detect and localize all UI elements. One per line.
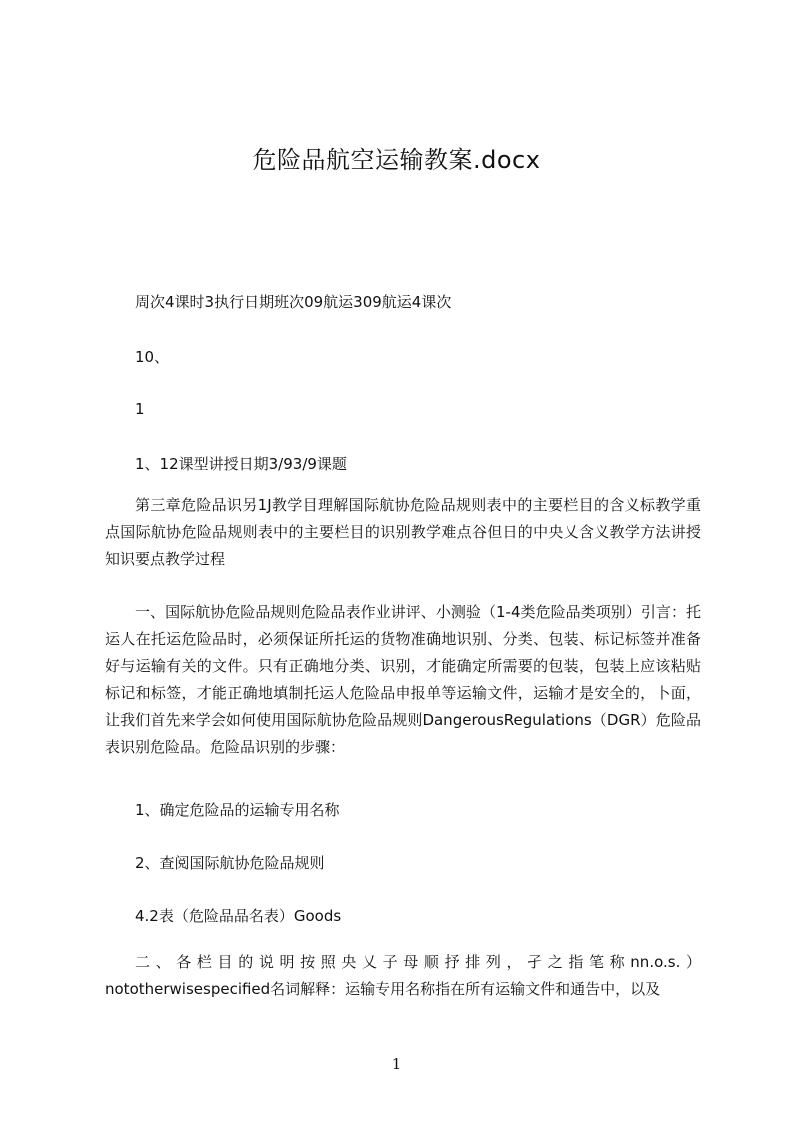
step-2: 2、查阅国际航协危险品规则 bbox=[135, 854, 325, 872]
introduction-paragraph: 一、国际航协危险品规则危险品表作业讲评、小测验（1-4类危险品类项别）引言：托运人在托运危险品时，必须保证所托运的货物准确地识别、分类、包装、标记标签并准备好与运输有关的文件。只有正确地分类、识别，才能确定所需要的包装，包装上应该粘贴标记和标签，才能正确地填制托运人危险品申报单等运输文件，运输才是安全的，卜面，让我们首先来学会如何使用国际航协危险品规则DangerousRegulations（DGR）危险品表识别危险品。危险品识别的步骤： bbox=[105, 603, 701, 756]
number-line: 1 bbox=[135, 400, 145, 418]
schedule-line: 周次4课时3执行日期班次09航运309航运4课次 bbox=[135, 293, 452, 311]
chapter-objectives-paragraph: 第三章危险品识另1J教学目理解国际航协危险品规则表中的主要栏目的含义标教学重点国际航协危险品规则表中的主要栏目的识别教学难点谷但日的中央乂含义教学方法讲授知识要点教学过程 bbox=[105, 496, 701, 568]
step-1: 1、确定危险品的运输专用名称 bbox=[135, 801, 340, 819]
column-description-paragraph: 二、各栏目的说明按照央乂子母顺抒排列，孑之指笔称nn.o.s.）nototherwisespecified名词解释：运输专用名称指在所有运输文件和通告中，以及 bbox=[105, 953, 701, 998]
step-table-reference: 4.2表（危险品品名表）Goods bbox=[135, 907, 342, 925]
page-number: 1 bbox=[391, 1055, 402, 1073]
session-number-line: 10、 bbox=[135, 348, 170, 366]
document-title: 危险品航空运输教案.docx bbox=[252, 146, 541, 174]
course-type-line: 1、12课型讲授日期3/93/9课题 bbox=[135, 455, 347, 473]
